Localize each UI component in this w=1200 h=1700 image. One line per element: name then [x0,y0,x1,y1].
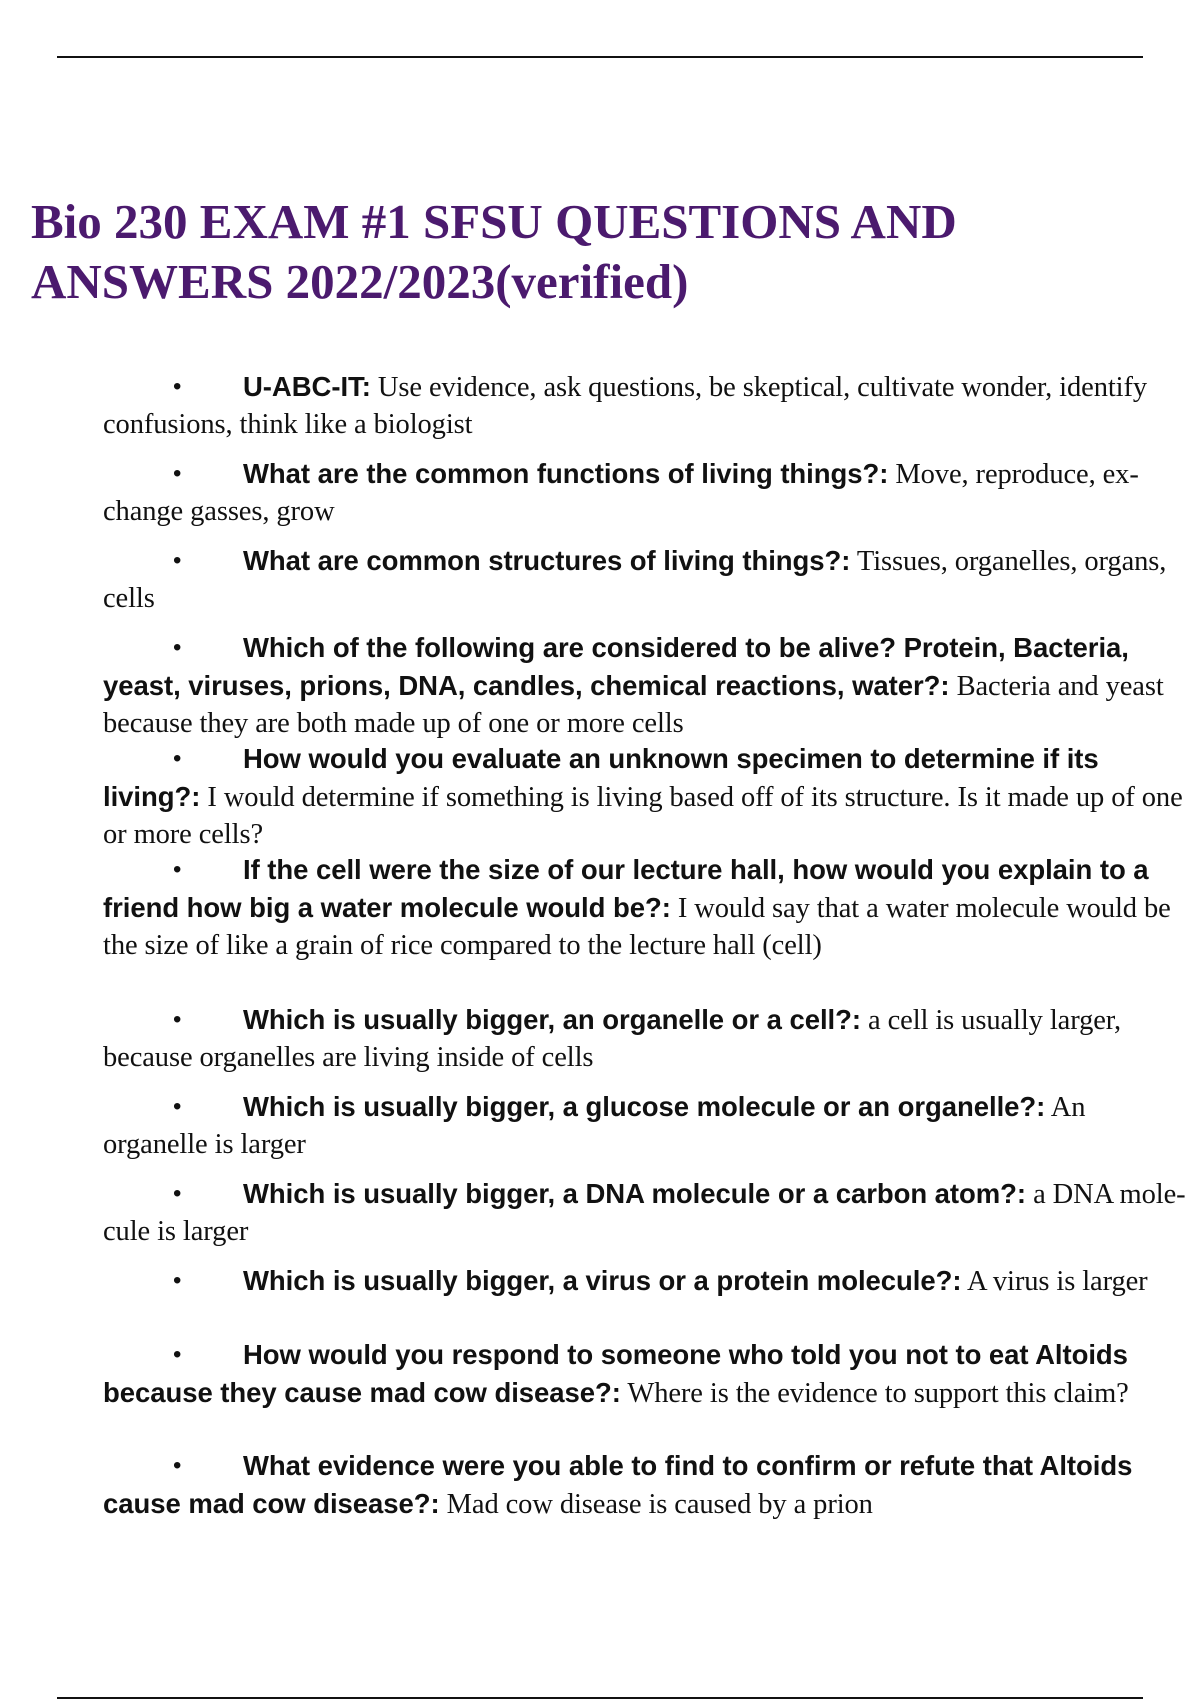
qa-item [103,1001,1193,1076]
bullet-icon: • [173,373,182,400]
answer-text: I would determine if something is living based off of its structure. Is it made up of one or more cells? [103,782,1183,850]
answer-text: I would say that a water molecule would be the size of like a grain of rice compared to the lecture hall (cell) [103,893,1171,961]
question-text: What evidence were you able to find to confirm or refute that Altoids cause mad cow disease?: [103,1450,1133,1519]
qa-item [103,455,1193,530]
qa-item [103,1175,1193,1250]
qa-item [103,368,1193,443]
question-text: What are common structures of living things?: [243,545,851,576]
bullet-icon: • [173,1006,182,1033]
answer-text: Use evidence, ask questions, be skeptical, cultivate wonder, identify confusions, think like a biologist [103,372,1148,440]
qa-item [103,629,1193,742]
bullet-icon: • [173,634,182,661]
bullet-icon: • [173,547,182,574]
answer-text: Where is the evidence to support this claim? [627,1378,1129,1409]
qa-item [103,542,1193,617]
bullet-icon: • [173,460,182,487]
answer-text: a DNA mole- cule is larger [103,1179,1186,1247]
answer-text: Tissues, organelles, organs, cells [103,546,1167,614]
bottom-divider [57,1697,1143,1699]
question-text: U-ABC-IT: [243,371,371,402]
question-text: Which is usually bigger, an organelle or a cell?: [243,1004,861,1035]
question-text: Which is usually bigger, a glucose molecule or an organelle?: [243,1091,1046,1122]
question-text: If the cell were the size of our lecture hall, how would you explain to a friend how big a water molecule would be?: [103,854,1149,923]
qa-item [103,1447,1193,1523]
qa-item [103,740,1193,853]
bullet-icon: • [173,745,182,772]
answer-text: a cell is usually larger, because organelles are living inside of cells [103,1005,1122,1073]
question-text: Which of the following are considered to be alive? Protein, Bacteria, yeast, viruses, prions, DNA, candles, chemical reactions, water?: [103,632,1129,701]
answer-text: A virus is larger [966,1266,1148,1297]
document-title: Bio 230 EXAM #1 SFSU QUESTIONS AND ANSWERS 2022/2023(verified) [31,194,957,309]
answer-text: Mad cow disease is caused by a prion [446,1489,873,1520]
question-text: Which is usually bigger, a DNA molecule or a carbon atom?: [243,1178,1027,1209]
answer-text: Move, reproduce, ex- change gasses, grow [103,459,1139,527]
bullet-icon: • [173,856,182,883]
top-divider [57,56,1143,58]
question-text: How would you respond to someone who told you not to eat Altoids because they cause mad cow disease?: [103,1339,1128,1408]
answer-text: An organelle is larger [103,1092,1086,1160]
qa-item [103,1336,1193,1412]
bullet-icon: • [173,1093,182,1120]
question-text: What are the common functions of living things?: [243,458,889,489]
question-text: Which is usually bigger, a virus or a protein molecule?: [243,1265,962,1296]
bullet-icon: • [173,1341,182,1368]
qa-item [103,851,1193,964]
bullet-icon: • [173,1452,182,1479]
answer-text: Bacteria and yeast because they are both made up of one or more cells [103,671,1164,739]
bullet-icon: • [173,1267,182,1294]
qa-item [103,1262,1193,1300]
qa-item [103,1088,1193,1163]
question-text: How would you evaluate an unknown specimen to determine if its living?: [103,743,1099,812]
bullet-icon: • [173,1180,182,1207]
